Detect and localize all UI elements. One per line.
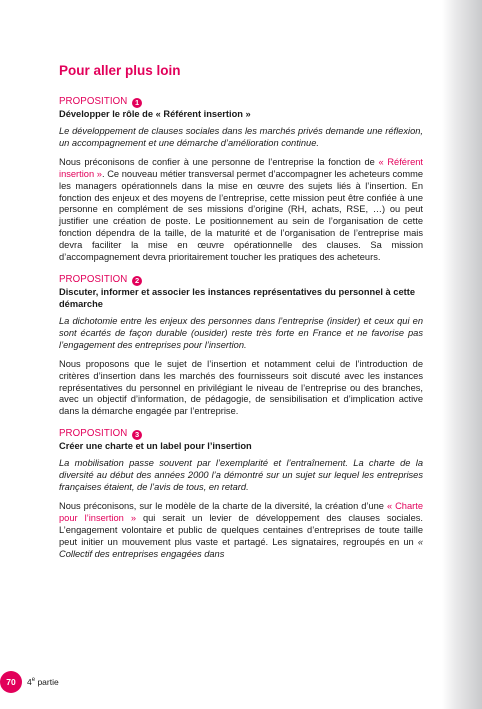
proposition-label-text: PROPOSITION [59,428,128,440]
proposition-heading: Discuter, informer et associer les instances représentatives du personnel à cette démarche [59,286,416,309]
body-text: qui serait un levier de développement des clauses sociales. L’engagement volontaire et public de quelques centaines d’entreprises de toute taille peut initier un mouvement plus vaste et partagé. Les signataires, regroupés en un [59,512,424,547]
part-ordinal-suffix: e [31,677,36,684]
proposition-label [59,274,423,286]
highlight-charte-insertion: « Charte pour l’insertion » [59,500,423,523]
section-title: Pour aller plus loin [59,63,181,78]
proposition-1 [59,96,423,264]
body-text: Nous préconisons de confier à une personne de l’entreprise la fonction de [59,156,379,167]
proposition-heading: Créer une charte et un label pour l’insertion [59,441,252,452]
proposition-number-badge: 3 [132,430,142,440]
proposition-heading: Développer le rôle de « Référent insertion » [59,109,251,119]
page-number-badge: 70 [0,671,22,693]
side-gradient-decoration [442,0,482,709]
part-number: 4 [27,677,32,687]
proposition-label [59,96,423,108]
part-label [27,677,59,687]
proposition-body [59,157,423,264]
body-text: . Ce nouveau métier transversal permet d’accompagner les acheteurs comme les managers opérationnels dans la mise en œuvre des sujets liés à l’insertion. En fonction des enjeux et des moyens de l’entreprise, cette mission peut être confiée à une personne en complément de ses missions d’origine (RH, achats, RSE, …) ou peut justifier une création de poste. Le positionnement au sein de l’organisation de cette fonction dépendra de la taille, de la maturité et de l’organisation de l’entreprise mais devra faciliter la mise en œuvre opérationnelle des clauses. Sa mission d’accompagnement devra prioritairement toucher les pratiques des acheteurs. [59,168,423,263]
proposition-intro: Le développement de clauses sociales dans les marchés privés demande une réflexion, un accompagnement et une démarche d’amélioration continue. [59,126,423,148]
proposition-body: Nous proposons que le sujet de l’insertion et notamment celui de l’introduction de critères d’insertion dans les marchés des fournisseurs soit discuté avec les instances représentatives du personnel en privilégiant le niveau de l’entreprise ou des branches, avec un objectif d’information, de pédagogie, de sensibilisation et d’implication active dans la démarche engagée par l’entreprise. [59,358,423,417]
proposition-label-text: PROPOSITION [59,96,128,107]
proposition-number-badge: 2 [132,276,142,286]
content-column [59,63,423,567]
body-text: Nous préconisons, sur le modèle de la charte de la diversité, la création d’une [59,500,387,511]
proposition-2 [59,274,423,418]
body-text-italic: « Collectif des entreprises engagées dans [59,536,423,559]
part-text: partie [35,677,59,687]
proposition-body [59,501,423,561]
proposition-intro: La mobilisation passe souvent par l’exemplarité et l’entraînement. La charte de la diversité au début des années 2000 l’a démontré sur un sujet sur lequel les entreprises françaises étaient, de l’avis de tous, en retard. [59,458,423,493]
proposition-label [59,428,423,440]
highlight-referent-insertion: « Référent insertion » [59,156,423,179]
proposition-label-text: PROPOSITION [59,273,128,285]
proposition-number-badge: 1 [132,98,142,108]
proposition-intro: La dichotomie entre les enjeux des personnes dans l’entreprise (insider) et ceux qui en sont écartés de façon durable (ousider) reste très forte en France et ne favorise pas l’engagement des entreprises pour l’insertion. [59,315,423,350]
proposition-3 [59,428,423,560]
